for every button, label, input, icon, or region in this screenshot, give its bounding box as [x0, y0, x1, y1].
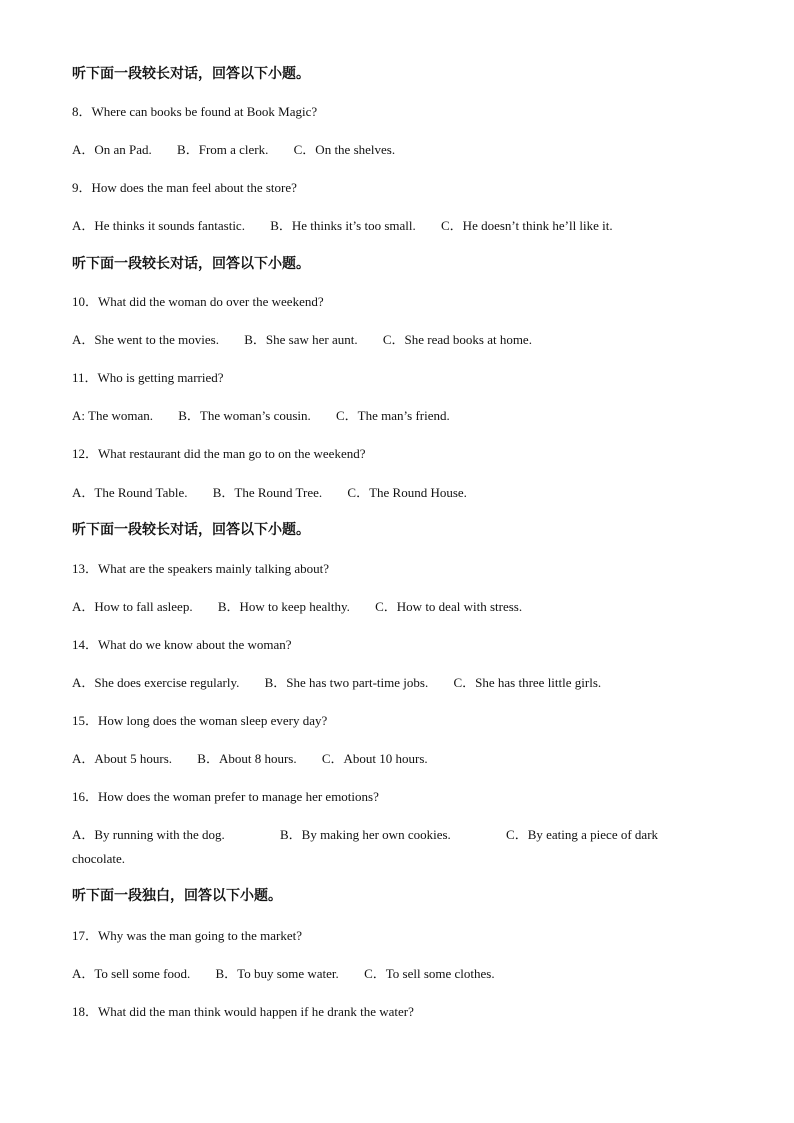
option-b: B．The Round Tree.: [212, 485, 323, 500]
option-c: C．On the shelves.: [293, 142, 396, 157]
question-14: 14．What do we know about the woman?: [72, 637, 292, 652]
option-a: A．She went to the movies.: [72, 332, 219, 347]
option-a: A．To sell some food.: [72, 966, 191, 981]
question-13: 13．What are the speakers mainly talking about?: [72, 561, 330, 576]
options-13: [72, 598, 522, 616]
options-16: [72, 823, 712, 871]
question-15: 15．How long does the woman sleep every day?: [72, 713, 328, 728]
options-15: [72, 750, 428, 768]
options-9: [72, 217, 613, 235]
option-c: C．She read books at home.: [382, 332, 532, 347]
section-heading: 听下面一段较长对话，回答以下小题。: [72, 256, 310, 272]
option-a: A．She does exercise regularly.: [72, 675, 240, 690]
question-18: 18．What did the man think would happen if he drank the water?: [72, 1004, 414, 1019]
option-c: C．She has three little girls.: [453, 675, 602, 690]
option-c: C．He doesn’t think he’ll like it.: [441, 218, 613, 233]
options-8: [72, 141, 395, 159]
option-a: A．The Round Table.: [72, 485, 188, 500]
option-b: B．From a clerk.: [177, 142, 269, 157]
option-b: B．About 8 hours.: [197, 751, 297, 766]
option-c: C．By eating a piece of dark chocolate.: [72, 827, 659, 866]
option-b: B．The woman’s cousin.: [178, 408, 311, 423]
options-12: [72, 484, 467, 502]
option-b: B．He thinks it’s too small.: [270, 218, 416, 233]
option-c: C．The man’s friend.: [336, 408, 450, 423]
options-11: [72, 407, 450, 425]
option-a: A．He thinks it sounds fantastic.: [72, 218, 245, 233]
section-heading: 听下面一段较长对话，回答以下小题。: [72, 66, 310, 82]
option-b: B．How to keep healthy.: [217, 599, 350, 614]
option-c: C．The Round House.: [347, 485, 467, 500]
option-a: A: The woman.: [72, 408, 153, 423]
option-c: C．How to deal with stress.: [375, 599, 523, 614]
option-b: B．She has two part-time jobs.: [264, 675, 429, 690]
option-c: C．About 10 hours.: [321, 751, 428, 766]
option-b: B．She saw her aunt.: [244, 332, 358, 347]
question-17: 17．Why was the man going to the market?: [72, 928, 302, 943]
options-17: [72, 965, 495, 983]
question-10: 10．What did the woman do over the weekend?: [72, 294, 324, 309]
option-a: A．On an Pad.: [72, 142, 152, 157]
question-16: 16．How does the woman prefer to manage her emotions?: [72, 789, 379, 804]
question-8: 8．Where can books be found at Book Magic?: [72, 104, 318, 119]
question-12: 12．What restaurant did the man go to on the weekend?: [72, 446, 366, 461]
question-9: 9．How does the man feel about the store?: [72, 180, 297, 195]
section-heading: 听下面一段较长对话，回答以下小题。: [72, 522, 310, 538]
options-10: [72, 331, 532, 349]
question-11: 11．Who is getting married?: [72, 370, 224, 385]
option-b: B．To buy some water.: [215, 966, 339, 981]
option-a: A．By running with the dog.: [72, 827, 225, 842]
option-b: B．By making her own cookies.: [280, 827, 451, 842]
options-14: [72, 674, 601, 692]
section-heading: 听下面一段独白，回答以下小题。: [72, 888, 282, 904]
option-a: A．About 5 hours.: [72, 751, 173, 766]
option-c: C．To sell some clothes.: [364, 966, 495, 981]
option-a: A．How to fall asleep.: [72, 599, 193, 614]
